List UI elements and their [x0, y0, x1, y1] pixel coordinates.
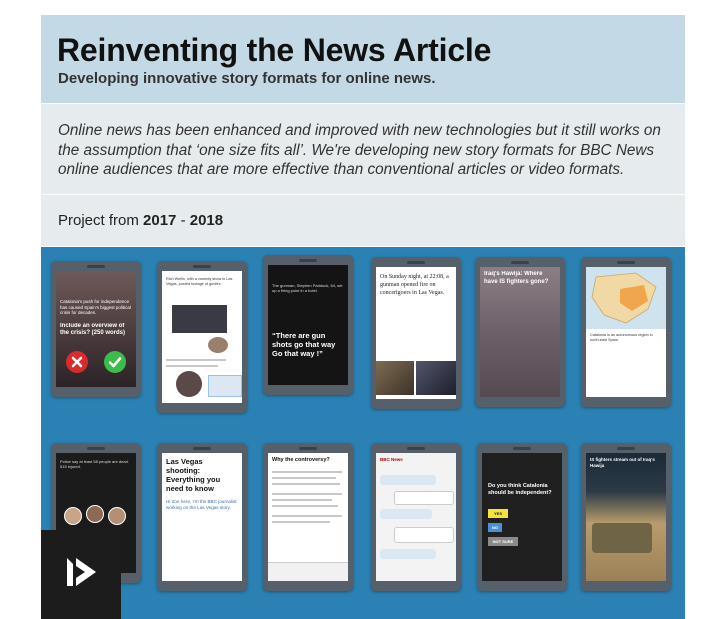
phone-speaker [513, 447, 531, 450]
phone-mockup [581, 257, 671, 407]
phone-screen-text: Why the controversy? [272, 457, 330, 463]
chat-bubble [380, 475, 436, 485]
phone-text-line [272, 493, 342, 495]
phone-text-line [166, 359, 226, 361]
phone-screen-text: On Sunday night, at 22:08, a gunman opened fire on concertgoers in Las Vegas. [380, 274, 449, 296]
phone-text-line [166, 365, 218, 367]
chat-bubble [380, 549, 436, 559]
phone-speaker [87, 447, 105, 450]
phone-screen-text: Police say at least 58 people are dead. 515 injured. [60, 459, 129, 469]
logo-tile[interactable] [41, 530, 121, 619]
phone-speaker [407, 261, 425, 264]
phone-image [208, 375, 242, 397]
avatar [64, 507, 82, 525]
map-image [586, 267, 666, 329]
logo-icon [63, 554, 101, 590]
phone-text-line [272, 477, 336, 479]
phone-speaker [87, 265, 105, 268]
phone-image [208, 337, 228, 353]
header [41, 15, 685, 103]
phone-text-line [272, 505, 338, 507]
phone-text-line [272, 483, 340, 485]
phone-text-line [272, 471, 342, 473]
phone-screen-text: BBC News [380, 457, 403, 462]
phone-speaker [299, 447, 317, 450]
phone-speaker [511, 261, 529, 264]
phone-screen [162, 453, 242, 581]
phone-screen [376, 453, 456, 581]
page-title: Reinventing the News Article [57, 32, 492, 68]
phone-screen [482, 453, 562, 581]
accept-icon[interactable] [104, 351, 126, 373]
project-separator: - [180, 212, 186, 229]
project-start-year: 2017 [143, 212, 177, 229]
phone-screen-text: Catalonia is an autonomous region in north-east Spain. [590, 333, 653, 342]
phone-speaker [617, 261, 635, 264]
phone-screen [376, 267, 456, 399]
chat-bubble [394, 527, 454, 543]
page-subtitle: Developing innovative story formats for online news. [58, 70, 436, 87]
phone-mockup [477, 443, 567, 591]
project-prefix: Project from [58, 212, 139, 229]
poll-option-yes[interactable]: YES [488, 509, 508, 518]
phone-screen [480, 267, 560, 397]
phone-gallery [41, 247, 685, 619]
phone-screen-text: Las Vegas shooting: Everything you need to know [166, 457, 221, 493]
avatar [108, 507, 126, 525]
phone-image [176, 371, 202, 397]
phone-screen-text: Catalonia's push for independence has caused Spain's biggest political crisis for decades. [60, 299, 131, 315]
phone-text-line [272, 521, 330, 523]
phone-speaker [617, 447, 635, 450]
phone-screen-text: Do you think Catalonia should be independent? [488, 483, 552, 496]
project-dates [58, 212, 223, 229]
phone-body-text: Hi Zoe here, I'm the BBC journalist working on the Las Vegas story. [166, 499, 237, 510]
phone-image [416, 361, 456, 395]
phone-screen-text: IS fighters stream out of Iraq's Hawija [590, 457, 655, 468]
phone-image [592, 523, 652, 553]
phone-screen [586, 267, 666, 397]
phone-toolbar [268, 562, 348, 581]
phone-mockup [157, 443, 247, 591]
phone-mockup [581, 443, 671, 591]
phone-screen-text: The gunman, Stephen Paddock, 64, set up a firing point in a hotel. [272, 283, 343, 293]
description-text: Online news has been enhanced and improved with new technologies but it still works on the assumption that ‘one size fits all’. We're developing new story formats for BBC News online audiences that are more effective than conventional articles or video formats. [58, 122, 661, 178]
phone-text-line [272, 499, 332, 501]
chat-bubble [380, 509, 432, 519]
phone-speaker [193, 447, 211, 450]
phone-mockup [263, 255, 353, 395]
phone-screen [56, 271, 136, 387]
phone-speaker [193, 265, 211, 268]
phone-mockup [475, 257, 565, 407]
phone-quote: “There are gun shots go that way Go that way !” [272, 331, 336, 358]
project-dates-panel [41, 195, 685, 246]
phone-mockup [371, 443, 461, 591]
phone-mockup [51, 261, 141, 397]
phone-image [376, 361, 414, 395]
phone-screen-text: Iraq's Hawija: Where have IS fighters gone? [484, 271, 549, 285]
phone-screen [162, 271, 242, 403]
phone-screen [586, 453, 666, 581]
phone-question: Include an overview of the crisis? (250 words) [60, 323, 126, 336]
reject-icon[interactable] [66, 351, 88, 373]
phone-image [172, 305, 227, 333]
poll-option-no[interactable]: NO [488, 523, 502, 532]
phone-screen [268, 453, 348, 581]
chat-bubble [394, 491, 454, 505]
phone-text-line [272, 515, 342, 517]
phone-screen [268, 265, 348, 385]
phone-screen-text: Rich Wellin, with a comedy show in Las Vegas, posted footage of gunfire. [166, 277, 233, 286]
poll-option-not-sure[interactable]: NOT SURE [488, 537, 518, 546]
description-panel [41, 104, 685, 194]
project-end-year: 2018 [189, 212, 224, 229]
phone-mockup [157, 261, 247, 413]
phone-mockup [263, 443, 353, 591]
phone-mockup [371, 257, 461, 409]
avatar [86, 505, 104, 523]
phone-speaker [407, 447, 425, 450]
project-card [41, 15, 685, 619]
phone-speaker [299, 259, 317, 262]
